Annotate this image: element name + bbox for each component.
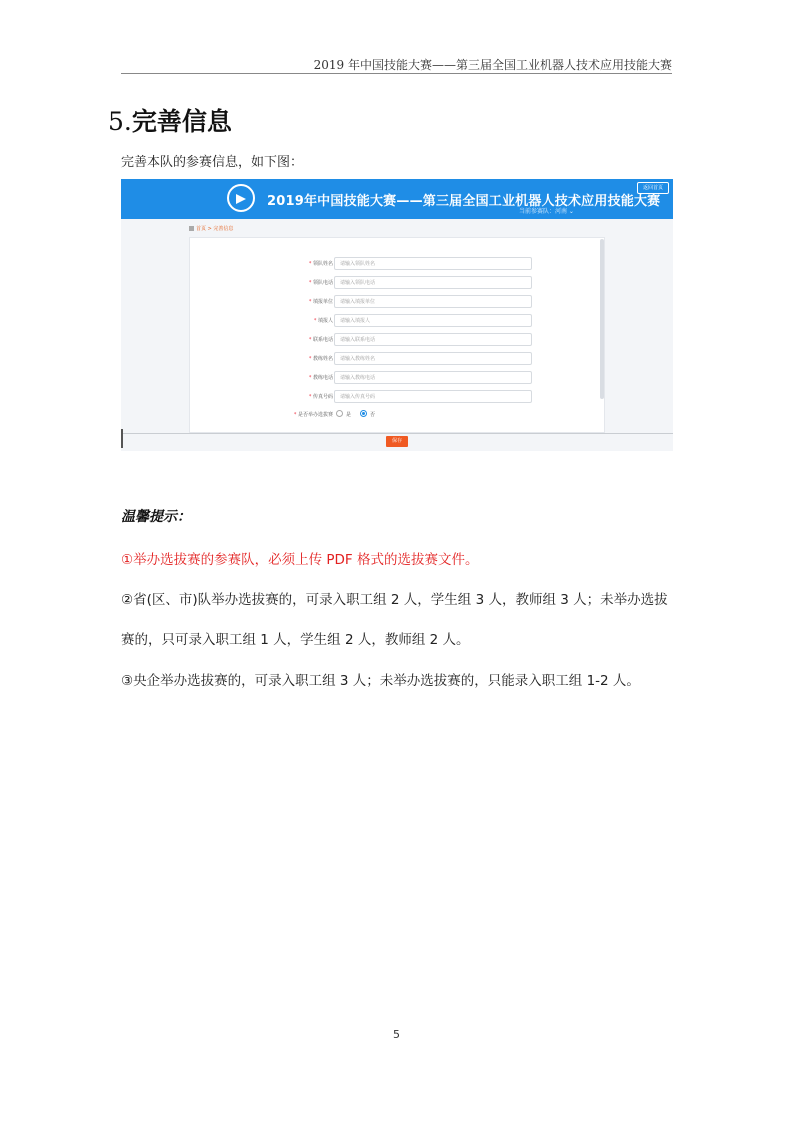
- field-reporting-unit: [221, 295, 533, 309]
- field-contact-phone: [221, 333, 533, 347]
- reporting-unit-input[interactable]: 请输入填报单位: [334, 295, 532, 308]
- radio-yes-label: 是: [346, 412, 352, 418]
- tip-item: 赛的，只可录入职工组 1 人，学生组 2 人，教师组 2 人。: [121, 632, 470, 648]
- field-coach-phone: [221, 371, 533, 385]
- field-label: * 是否举办选拔赛: [294, 411, 333, 418]
- breadcrumb: [189, 225, 233, 232]
- divider: [121, 433, 673, 434]
- save-button[interactable]: 保存: [386, 436, 408, 447]
- field-reporter: [221, 314, 533, 328]
- current-team-menu[interactable]: 当前参赛队：河南 ⌄: [519, 208, 574, 215]
- field-label: * 领队电话: [309, 279, 333, 286]
- embedded-screenshot: [121, 179, 673, 451]
- home-icon: [189, 226, 194, 231]
- header-rule: [121, 73, 672, 74]
- field-label: * 填报单位: [309, 298, 333, 305]
- tips-title: 温馨提示：: [121, 509, 191, 525]
- field-coach-name: [221, 352, 533, 366]
- radio-no-label: 否: [370, 412, 376, 418]
- tip-item: ①举办选拔赛的参赛队，必须上传 PDF 格式的选拔赛文件。: [121, 552, 479, 568]
- banner-title: 2019年中国技能大赛——第三届全国工业机器人技术应用技能大赛: [267, 194, 661, 209]
- competition-logo-icon: [227, 184, 255, 212]
- field-leader-phone: [221, 276, 533, 290]
- breadcrumb-text[interactable]: 首页 > 完善信息: [196, 226, 234, 232]
- page-number: 5: [393, 1028, 400, 1041]
- field-label: * 教练姓名: [309, 355, 333, 362]
- tip-item: ③央企举办选拔赛的，可录入职工组 3 人；未举办选拔赛的，只能录入职工组 1-2 人。: [121, 673, 640, 689]
- section-heading: [108, 102, 232, 138]
- fax-input[interactable]: 请输入传真号码: [334, 390, 532, 403]
- coach-phone-input[interactable]: 请输入教练电话: [334, 371, 532, 384]
- contact-phone-input[interactable]: 请输入联系电话: [334, 333, 532, 346]
- field-label: * 教练电话: [309, 374, 333, 381]
- site-banner: [121, 179, 673, 219]
- field-leader-name: [221, 257, 533, 271]
- edge-marker: [121, 429, 123, 448]
- leader-name-input[interactable]: 请输入领队姓名: [334, 257, 532, 270]
- radio-yes[interactable]: [336, 410, 343, 417]
- tip-item: ②省(区、市)队举办选拔赛的，可录入职工组 2 人，学生组 3 人，教师组 3 人；未举办选拔: [121, 592, 668, 608]
- section-title: 完善信息: [131, 107, 232, 136]
- back-home-button[interactable]: 返回首页: [637, 182, 669, 194]
- section-intro: 完善本队的参赛信息，如下图：: [121, 155, 304, 170]
- field-label: * 联系电话: [309, 336, 333, 343]
- section-number: 5.: [108, 107, 132, 136]
- scrollbar[interactable]: [600, 239, 604, 399]
- running-header: 2019 年中国技能大赛——第三届全国工业机器人技术应用技能大赛: [313, 58, 672, 72]
- field-fax: [221, 390, 533, 404]
- field-label: * 填报人: [314, 317, 333, 324]
- reporter-input[interactable]: 请输入填报人: [334, 314, 532, 327]
- coach-name-input[interactable]: 请输入教练姓名: [334, 352, 532, 365]
- leader-phone-input[interactable]: 请输入领队电话: [334, 276, 532, 289]
- selection-contest-radio-group: [221, 410, 533, 420]
- field-label: * 传真号码: [309, 393, 333, 400]
- radio-no[interactable]: [360, 410, 367, 417]
- field-label: * 领队姓名: [309, 260, 333, 267]
